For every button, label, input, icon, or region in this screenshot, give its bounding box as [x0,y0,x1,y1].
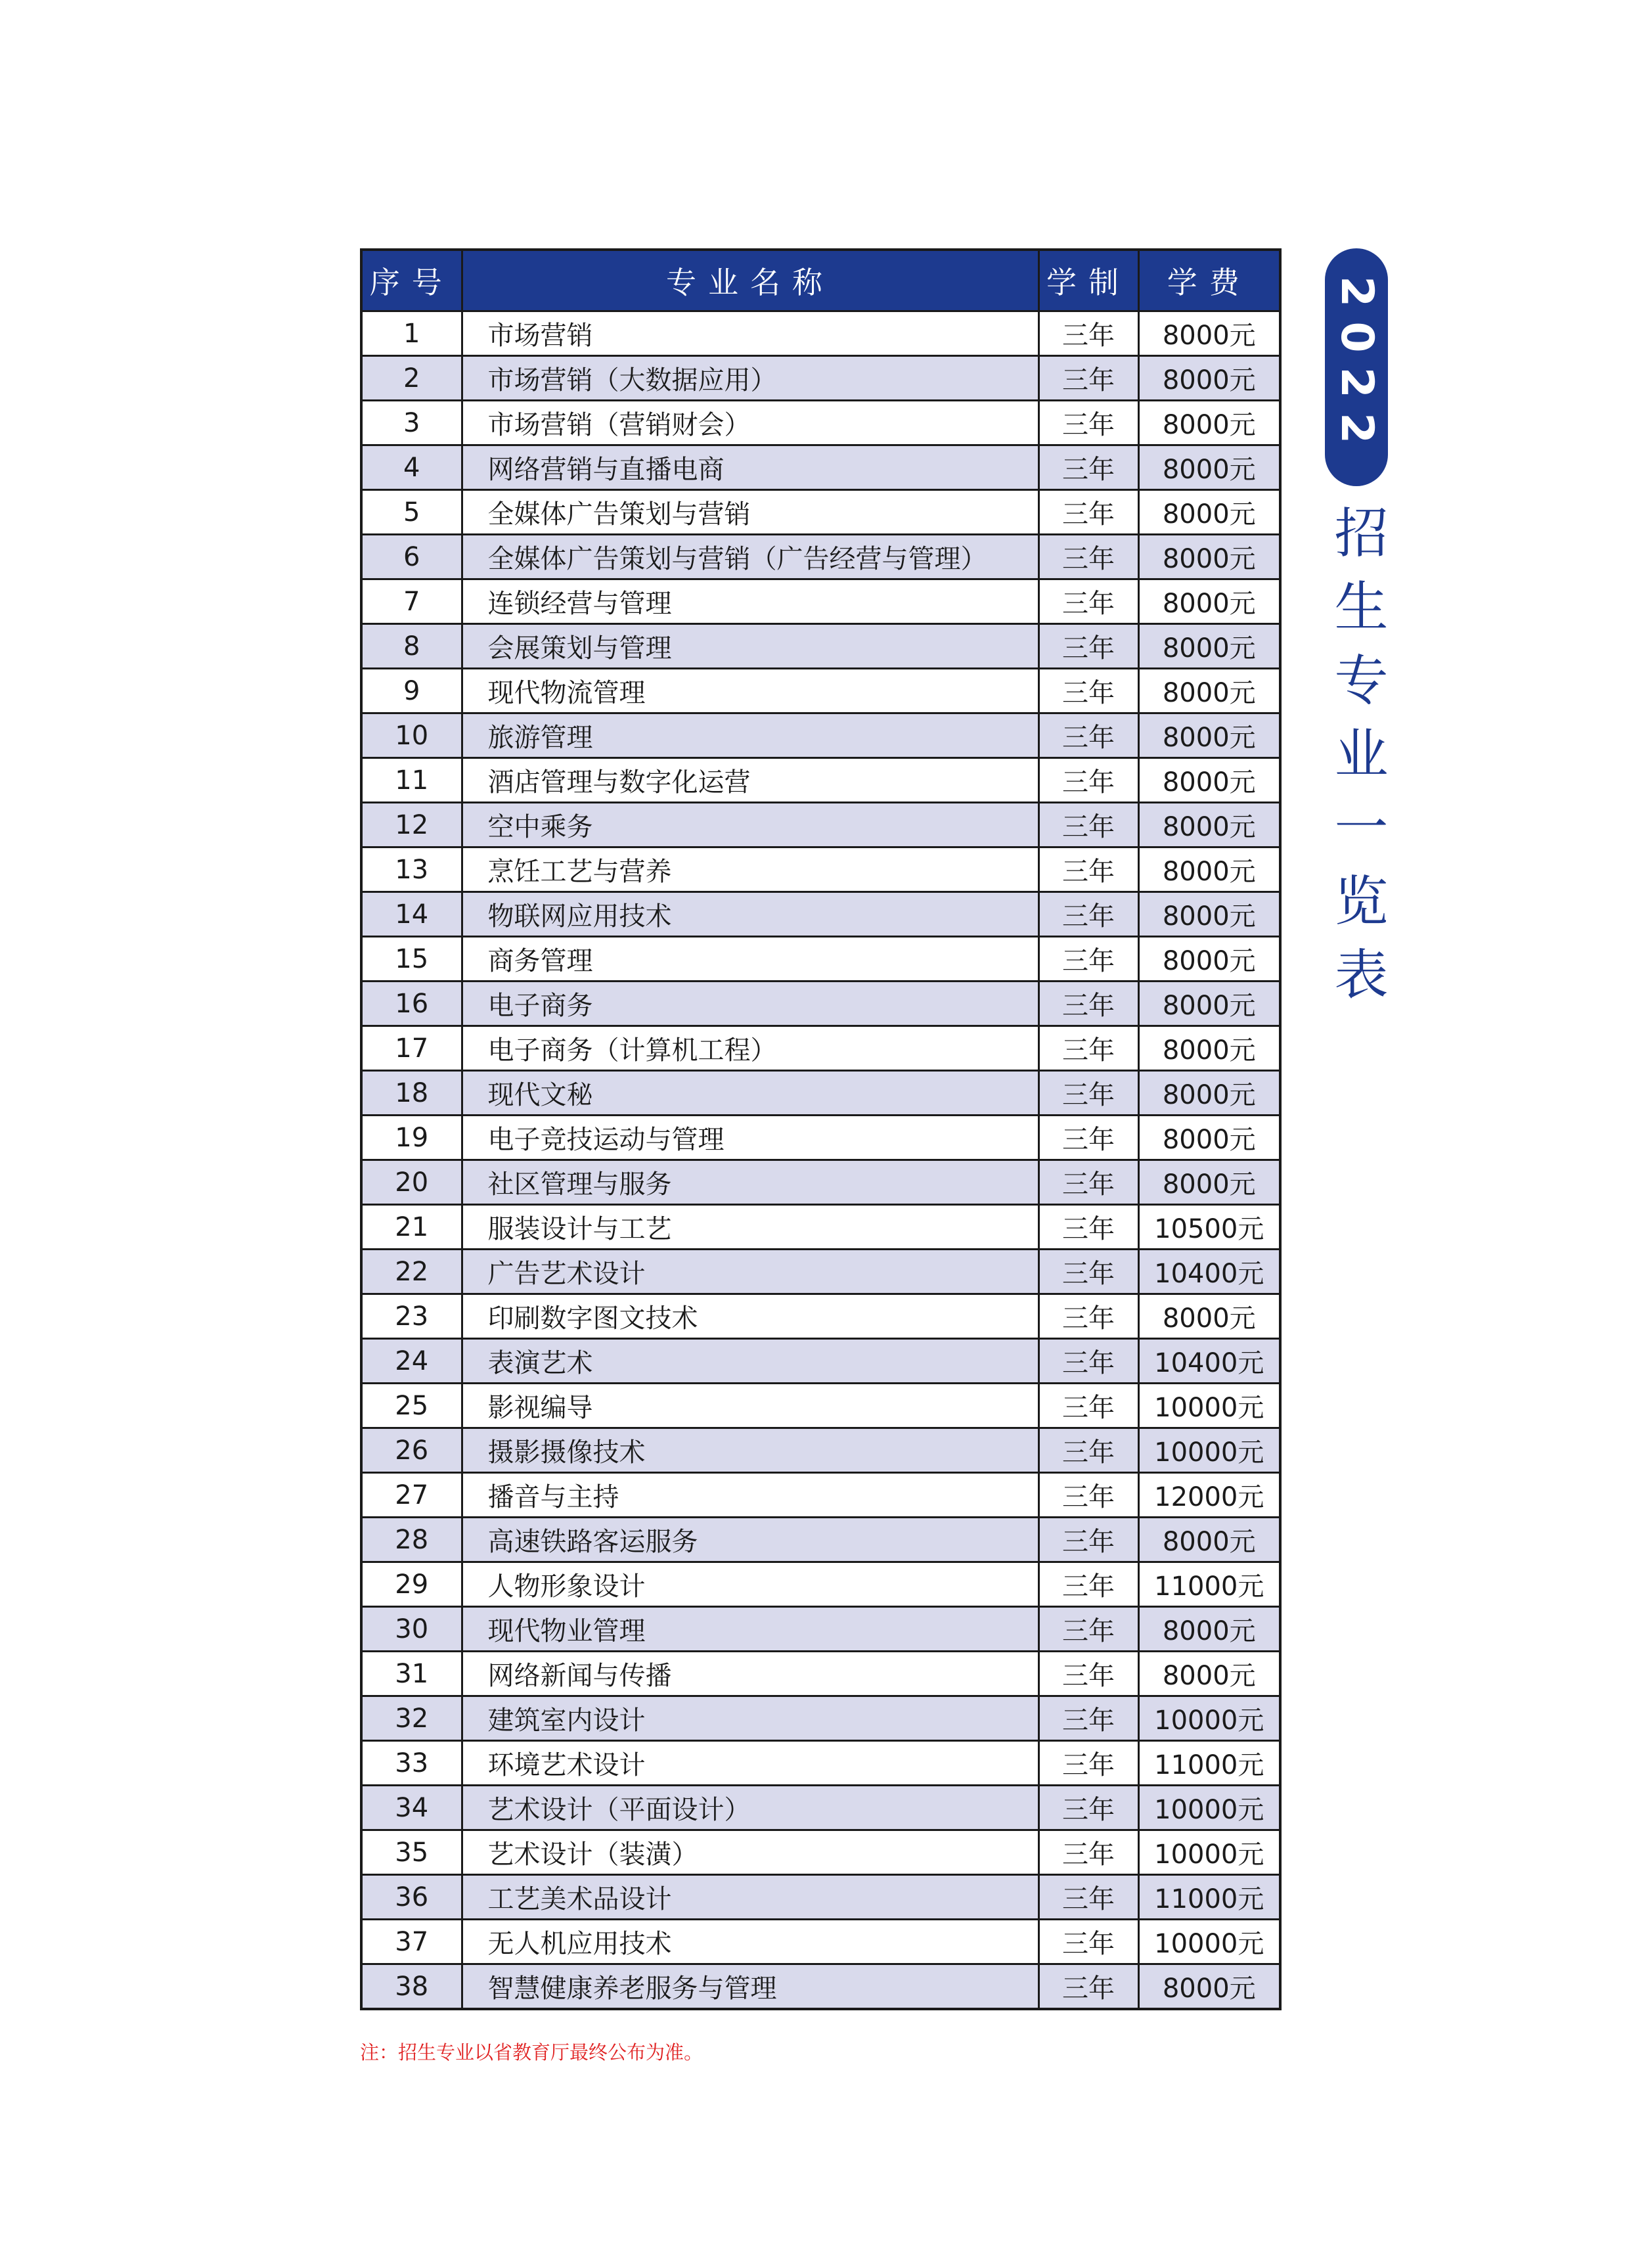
cell-no: 21 [361,1205,462,1250]
cell-no: 29 [361,1562,462,1607]
table-row [361,1964,1280,2010]
header-name: 专业名称 [462,250,1038,311]
cell-major-name: 现代文秘 [462,1071,1038,1116]
cell-duration: 三年 [1038,892,1138,937]
cell-no: 5 [361,490,462,535]
table-row [361,1384,1280,1428]
cell-fee: 8000元 [1138,669,1280,713]
cell-fee: 11000元 [1138,1875,1280,1920]
table-row [361,1696,1280,1741]
cell-no: 14 [361,892,462,937]
cell-major-name: 工艺美术品设计 [462,1875,1038,1920]
table-row [361,1786,1280,1830]
cell-no: 8 [361,624,462,669]
cell-fee: 8000元 [1138,1518,1280,1562]
cell-major-name: 全媒体广告策划与营销 [462,490,1038,535]
cell-no: 35 [361,1830,462,1875]
cell-fee: 8000元 [1138,445,1280,490]
cell-major-name: 人物形象设计 [462,1562,1038,1607]
cell-no: 9 [361,669,462,713]
cell-duration: 三年 [1038,311,1138,356]
table-row [361,1562,1280,1607]
cell-major-name: 电子竞技运动与管理 [462,1116,1038,1160]
cell-duration: 三年 [1038,1160,1138,1205]
cell-no: 19 [361,1116,462,1160]
cell-no: 1 [361,311,462,356]
cell-fee: 8000元 [1138,535,1280,579]
cell-duration: 三年 [1038,535,1138,579]
cell-no: 32 [361,1696,462,1741]
cell-no: 33 [361,1741,462,1786]
cell-fee: 10000元 [1138,1696,1280,1741]
majors-table [360,248,1282,2010]
cell-major-name: 智慧健康养老服务与管理 [462,1964,1038,2010]
header-fee: 学费 [1138,250,1280,311]
cell-major-name: 市场营销（大数据应用） [462,356,1038,401]
cell-duration: 三年 [1038,982,1138,1026]
table-row [361,937,1280,982]
table-row [361,624,1280,669]
cell-no: 37 [361,1920,462,1964]
cell-major-name: 影视编导 [462,1384,1038,1428]
year-badge [1325,248,1388,486]
cell-major-name: 现代物业管理 [462,1607,1038,1652]
table-body [361,311,1280,2010]
header-no: 序号 [361,250,462,311]
table-row [361,758,1280,803]
cell-duration: 三年 [1038,1562,1138,1607]
cell-major-name: 服装设计与工艺 [462,1205,1038,1250]
table-row [361,401,1280,445]
cell-no: 4 [361,445,462,490]
table-row [361,579,1280,624]
cell-duration: 三年 [1038,1875,1138,1920]
cell-duration: 三年 [1038,1518,1138,1562]
cell-major-name: 会展策划与管理 [462,624,1038,669]
table-row [361,1830,1280,1875]
cell-no: 28 [361,1518,462,1562]
cell-no: 20 [361,1160,462,1205]
cell-major-name: 空中乘务 [462,803,1038,847]
cell-duration: 三年 [1038,803,1138,847]
table-row [361,535,1280,579]
table-row [361,1428,1280,1473]
cell-fee: 8000元 [1138,1116,1280,1160]
cell-fee: 8000元 [1138,1607,1280,1652]
table-row [361,1071,1280,1116]
cell-no: 31 [361,1652,462,1696]
header-duration: 学制 [1038,250,1138,311]
cell-major-name: 商务管理 [462,937,1038,982]
cell-major-name: 印刷数字图文技术 [462,1294,1038,1339]
cell-major-name: 市场营销（营销财会） [462,401,1038,445]
page-title: 招生专业一览表 [1326,505,1388,1020]
cell-no: 36 [361,1875,462,1920]
table-row [361,713,1280,758]
cell-duration: 三年 [1038,1786,1138,1830]
cell-fee: 11000元 [1138,1562,1280,1607]
cell-fee: 8000元 [1138,1294,1280,1339]
cell-fee: 10000元 [1138,1920,1280,1964]
cell-major-name: 环境艺术设计 [462,1741,1038,1786]
table-row [361,803,1280,847]
cell-major-name: 播音与主持 [462,1473,1038,1518]
table-row [361,1518,1280,1562]
cell-major-name: 表演艺术 [462,1339,1038,1384]
cell-major-name: 电子商务（计算机工程） [462,1026,1038,1071]
cell-fee: 8000元 [1138,937,1280,982]
cell-no: 17 [361,1026,462,1071]
cell-major-name: 无人机应用技术 [462,1920,1038,1964]
footnote: 注：招生专业以省教育厅最终公布为准。 [360,2041,703,2064]
cell-fee: 8000元 [1138,847,1280,892]
cell-duration: 三年 [1038,1116,1138,1160]
cell-fee: 8000元 [1138,1026,1280,1071]
cell-no: 18 [361,1071,462,1116]
table-row [361,445,1280,490]
table-row [361,1875,1280,1920]
table-row [361,892,1280,937]
cell-major-name: 广告艺术设计 [462,1250,1038,1294]
cell-fee: 8000元 [1138,758,1280,803]
cell-duration: 三年 [1038,1964,1138,2010]
cell-duration: 三年 [1038,1250,1138,1294]
cell-major-name: 旅游管理 [462,713,1038,758]
table-row [361,1116,1280,1160]
cell-duration: 三年 [1038,1696,1138,1741]
cell-no: 30 [361,1607,462,1652]
table-row [361,1294,1280,1339]
cell-major-name: 烹饪工艺与营养 [462,847,1038,892]
year-text: 2022 [1331,276,1383,459]
cell-duration: 三年 [1038,1384,1138,1428]
cell-duration: 三年 [1038,847,1138,892]
table-row [361,1473,1280,1518]
table-row [361,1339,1280,1384]
cell-major-name: 现代物流管理 [462,669,1038,713]
cell-no: 16 [361,982,462,1026]
cell-duration: 三年 [1038,937,1138,982]
cell-no: 34 [361,1786,462,1830]
cell-duration: 三年 [1038,1473,1138,1518]
table-row [361,847,1280,892]
cell-duration: 三年 [1038,490,1138,535]
table-row [361,1652,1280,1696]
cell-duration: 三年 [1038,1026,1138,1071]
cell-duration: 三年 [1038,669,1138,713]
table-row [361,311,1280,356]
table-row [361,1607,1280,1652]
cell-fee: 8000元 [1138,490,1280,535]
table-row [361,490,1280,535]
cell-duration: 三年 [1038,1607,1138,1652]
cell-duration: 三年 [1038,1339,1138,1384]
cell-fee: 8000元 [1138,803,1280,847]
cell-fee: 8000元 [1138,401,1280,445]
cell-fee: 8000元 [1138,713,1280,758]
cell-duration: 三年 [1038,1741,1138,1786]
cell-major-name: 市场营销 [462,311,1038,356]
cell-duration: 三年 [1038,579,1138,624]
cell-fee: 8000元 [1138,579,1280,624]
cell-duration: 三年 [1038,445,1138,490]
cell-fee: 12000元 [1138,1473,1280,1518]
cell-duration: 三年 [1038,624,1138,669]
table-row [361,1160,1280,1205]
cell-major-name: 摄影摄像技术 [462,1428,1038,1473]
cell-major-name: 建筑室内设计 [462,1696,1038,1741]
cell-fee: 10000元 [1138,1428,1280,1473]
cell-fee: 8000元 [1138,1964,1280,2010]
table-header-row [361,250,1280,311]
cell-fee: 8000元 [1138,1071,1280,1116]
cell-no: 12 [361,803,462,847]
cell-no: 2 [361,356,462,401]
cell-no: 26 [361,1428,462,1473]
cell-major-name: 酒店管理与数字化运营 [462,758,1038,803]
cell-major-name: 连锁经营与管理 [462,579,1038,624]
cell-major-name: 高速铁路客运服务 [462,1518,1038,1562]
table-row [361,356,1280,401]
cell-fee: 8000元 [1138,356,1280,401]
cell-duration: 三年 [1038,1920,1138,1964]
cell-no: 23 [361,1294,462,1339]
cell-duration: 三年 [1038,356,1138,401]
cell-duration: 三年 [1038,401,1138,445]
cell-fee: 8000元 [1138,624,1280,669]
cell-duration: 三年 [1038,1830,1138,1875]
cell-fee: 8000元 [1138,311,1280,356]
cell-fee: 10400元 [1138,1339,1280,1384]
cell-major-name: 全媒体广告策划与营销（广告经营与管理） [462,535,1038,579]
cell-duration: 三年 [1038,713,1138,758]
cell-duration: 三年 [1038,758,1138,803]
cell-fee: 10000元 [1138,1786,1280,1830]
cell-no: 6 [361,535,462,579]
cell-duration: 三年 [1038,1205,1138,1250]
table-row [361,1205,1280,1250]
cell-fee: 8000元 [1138,982,1280,1026]
table-row [361,1920,1280,1964]
table-row [361,982,1280,1026]
cell-fee: 8000元 [1138,1652,1280,1696]
cell-no: 7 [361,579,462,624]
cell-major-name: 网络营销与直播电商 [462,445,1038,490]
cell-no: 22 [361,1250,462,1294]
table-row [361,1026,1280,1071]
side-title [1324,248,1389,1020]
cell-major-name: 艺术设计（装潢） [462,1830,1038,1875]
cell-major-name: 社区管理与服务 [462,1160,1038,1205]
cell-duration: 三年 [1038,1071,1138,1116]
cell-no: 15 [361,937,462,982]
table-row [361,1741,1280,1786]
cell-fee: 10000元 [1138,1830,1280,1875]
cell-major-name: 物联网应用技术 [462,892,1038,937]
cell-major-name: 艺术设计（平面设计） [462,1786,1038,1830]
cell-fee: 10000元 [1138,1384,1280,1428]
cell-no: 13 [361,847,462,892]
cell-fee: 11000元 [1138,1741,1280,1786]
cell-fee: 8000元 [1138,892,1280,937]
cell-fee: 8000元 [1138,1160,1280,1205]
table-row [361,669,1280,713]
cell-no: 10 [361,713,462,758]
cell-no: 25 [361,1384,462,1428]
cell-no: 3 [361,401,462,445]
cell-no: 11 [361,758,462,803]
cell-major-name: 电子商务 [462,982,1038,1026]
cell-major-name: 网络新闻与传播 [462,1652,1038,1696]
cell-duration: 三年 [1038,1428,1138,1473]
cell-no: 27 [361,1473,462,1518]
cell-duration: 三年 [1038,1294,1138,1339]
cell-no: 24 [361,1339,462,1384]
cell-no: 38 [361,1964,462,2010]
cell-fee: 10400元 [1138,1250,1280,1294]
cell-fee: 10500元 [1138,1205,1280,1250]
cell-duration: 三年 [1038,1652,1138,1696]
table-row [361,1250,1280,1294]
